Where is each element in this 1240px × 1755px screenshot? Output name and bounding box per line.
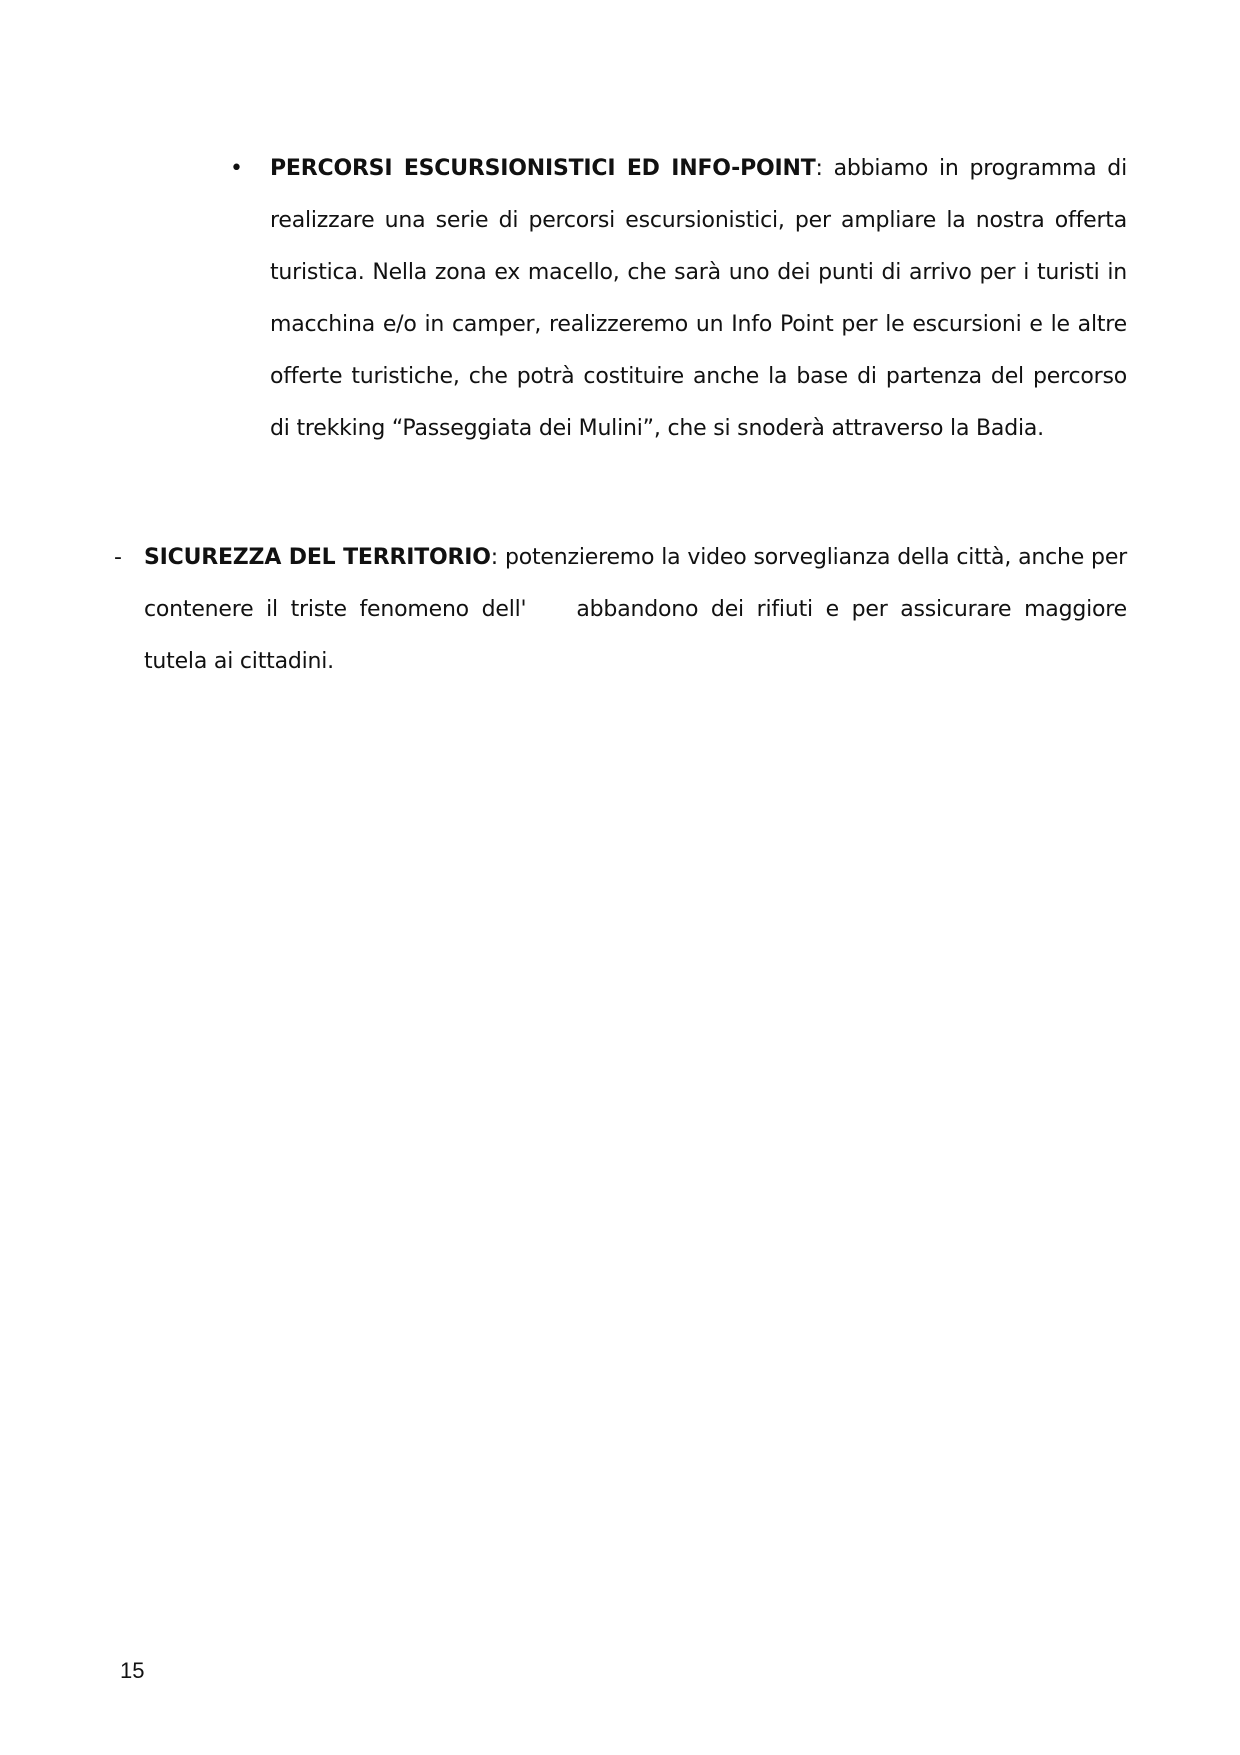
heading-percorsi: PERCORSI ESCURSIONISTICI ED INFO-POINT: [270, 156, 816, 181]
body-sicurezza-part1: potenzieremo la video sorveglianza della città, anche per contenere il triste fenomeno dell': [144, 545, 1128, 622]
paragraph-sicurezza: [144, 532, 1127, 688]
bullet-marker: •: [230, 156, 243, 181]
separator: :: [815, 156, 823, 181]
separator: :: [490, 545, 498, 570]
dash-marker: -: [114, 545, 122, 570]
paragraph-percorsi: [270, 143, 1127, 455]
body-sicurezza-part2: abbandono dei rifiuti e per assicurare maggiore tutela ai cittadini.: [144, 597, 1127, 674]
page-number: 15: [120, 1658, 145, 1683]
heading-sicurezza: SICUREZZA DEL TERRITORIO: [144, 545, 491, 570]
body-percorsi: abbiamo in programma di realizzare una serie di percorsi escursionistici, per ampliare la nostra offerta turistica. Nella zona ex macello, che sarà uno dei punti di arrivo per i turisti in macchina e/o in camper, realizzeremo un Info Point per le escursioni e le altre offerte turistiche, che potrà costituire anche la base di partenza del percorso di trekking “Passeggiata dei Mulini”, che si snoderà attraverso la Badia.: [270, 156, 1127, 441]
